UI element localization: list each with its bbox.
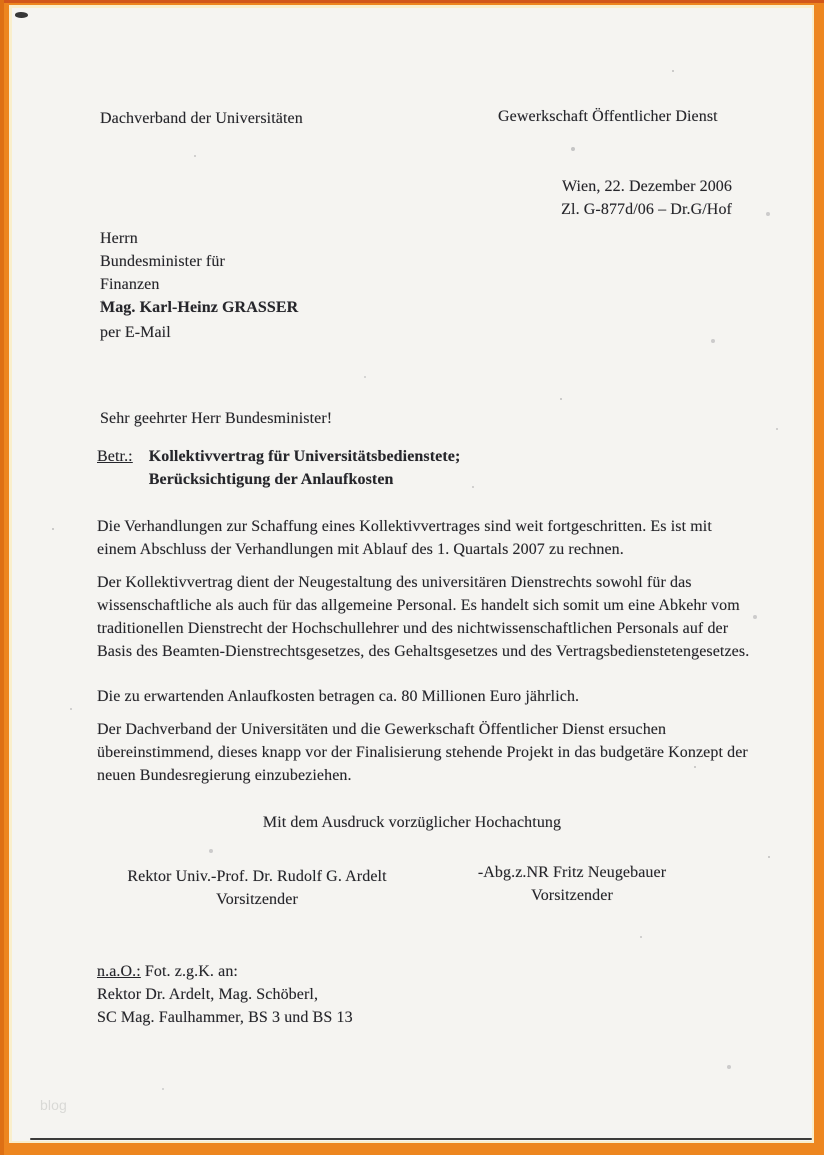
distribution-label: n.a.O.: — [97, 963, 141, 980]
subject-line-1: Kollektivvertrag für Universitätsbedienstete; — [148, 448, 461, 465]
body-paragraph-2: Der Kollektivvertrag dient der Neugestaltung des universitären Dienstrechts sowohl für das wissenschaftliche als auch für das allgemeine Personal. Es handelt sich somit um eine Abkehr vom traditionellen Dienstrecht der Hochschullehrer und des nichtwissenschaftlichen Personals auf der Basis des Beamten-Dienstrechtsgesetzes, des Gehaltsgesetzes und des Vertragsbedienstetengesetzes. — [97, 574, 750, 660]
delivery-method: per E-Mail — [100, 324, 171, 341]
scan-artifact-mark — [15, 12, 28, 18]
recipient-line: Finanzen — [100, 276, 160, 293]
letter-page — [12, 8, 812, 1141]
signature-block-right — [412, 861, 732, 907]
signatory-name-right: -Abg.z.NR Fritz Neugebauer — [477, 864, 667, 881]
signature-block-left — [97, 865, 417, 911]
sender-org-right: Gewerkschaft Öffentlicher Dienst — [498, 108, 718, 125]
subject-line-2: Berücksichtigung der Anlaufkosten — [148, 471, 394, 488]
body-paragraph-4: Der Dachverband der Universitäten und die Gewerkschaft Öffentlicher Dienst ersuchen übereinstimmend, dieses knapp vor der Finalisierung stehende Projekt in das budgetäre Konzept der neuen Bundesregierung einzubeziehen. — [97, 721, 748, 784]
signatory-title-left: Vorsitzender — [216, 891, 298, 908]
date-line: Wien, 22. Dezember 2006 — [561, 178, 732, 195]
recipient-line: Herrn — [100, 230, 138, 247]
scan-mat-strip — [9, 5, 814, 1143]
signatory-title-right: Vorsitzender — [531, 887, 613, 904]
distribution-label-rest: Fot. z.g.K. an: — [140, 963, 238, 980]
distribution-line: SC Mag. Faulhammer, BS 3 und BS 13 — [97, 1009, 353, 1026]
distribution-header — [97, 960, 353, 983]
body-paragraph-3: Die zu erwartenden Anlaufkosten betragen ca. 80 Millionen Euro jährlich. — [97, 688, 580, 705]
distribution-list — [97, 960, 353, 1029]
body-paragraph-1: Die Verhandlungen zur Schaffung eines Kollektivvertrages sind weit fortgeschritten. Es ist mit einem Abschluss der Verhandlungen mit Ablauf des 1. Quartals 2007 zu rechnen. — [97, 518, 712, 558]
blog-watermark: blog — [40, 1097, 67, 1113]
scan-noise-speckles — [12, 8, 14, 10]
sender-org-left: Dachverband der Universitäten — [100, 110, 303, 127]
recipient-name: Mag. Karl-Heinz GRASSER — [100, 299, 299, 316]
subject-text — [149, 445, 461, 491]
closing-formula: Mit dem Ausdruck vorzüglicher Hochachtung — [262, 814, 562, 831]
reference-line: Zl. G-877d/06 – Dr.G/Hof — [561, 201, 732, 218]
recipient-address-block — [100, 227, 298, 319]
recipient-line: Bundesminister für — [100, 253, 225, 270]
subject-label: Betr.: — [97, 448, 133, 465]
signatory-name-left: Rektor Univ.-Prof. Dr. Rudolf G. Ardelt — [127, 868, 387, 885]
distribution-line: Rektor Dr. Ardelt, Mag. Schöberl, — [97, 986, 319, 1003]
salutation: Sehr geehrter Herr Bundesminister! — [100, 410, 333, 427]
subject-block — [97, 445, 460, 491]
date-reference-block — [561, 175, 732, 221]
